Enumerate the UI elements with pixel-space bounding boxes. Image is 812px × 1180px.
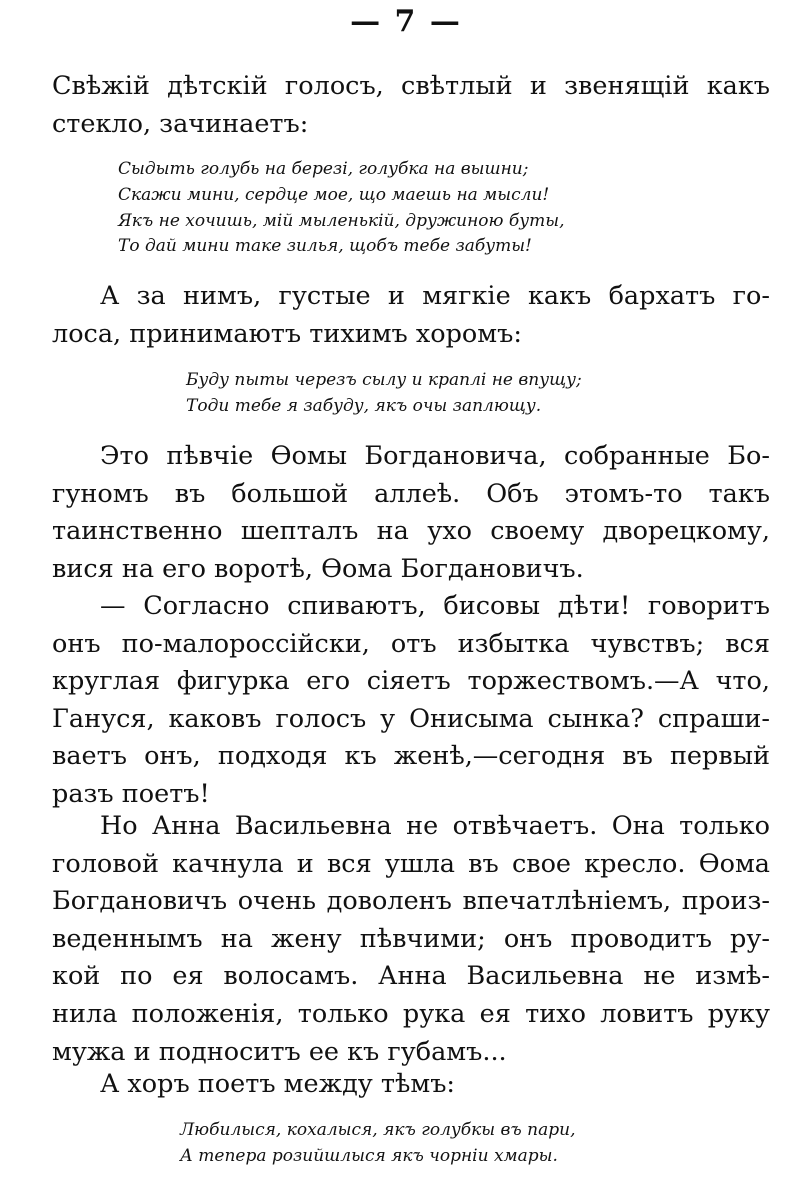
text-line: мужа и подноситъ ее къ губамъ... xyxy=(52,1036,507,1067)
text-line: гуномъ въ большой аллеѣ. Объ этомъ-то такъ xyxy=(52,478,770,509)
text-line: стекло, зачинаетъ: xyxy=(52,108,309,139)
text-line: А хоръ поетъ между тѣмъ: xyxy=(100,1069,456,1099)
text-line: Это пѣвчіе Ѳомы Богдановича, собранные Бо- xyxy=(100,441,770,471)
text-line: головой качнула и вся ушла въ свое кресло. Ѳома xyxy=(52,848,770,879)
text-line: веденнымъ на жену пѣвчими; онъ проводитъ ру- xyxy=(52,923,770,954)
paragraph-4 xyxy=(52,588,770,814)
paragraph-6 xyxy=(52,1066,770,1104)
text-line: лоса, принимаютъ тихимъ хоромъ: xyxy=(52,318,522,349)
verse-line: Буду пыты черезъ сылу и краплi не впущу; xyxy=(186,370,582,390)
verse-line: Якъ не хочишь, мiй мыленькiй, дружиною буты, xyxy=(118,210,565,231)
verse-line: Тоди тебе я забуду, якъ очы заплющу. xyxy=(186,395,542,416)
page-number: — 7 — xyxy=(350,4,462,39)
text-line: разъ поетъ! xyxy=(52,778,210,809)
verse-line: Скажи мини, сердце мое, що маешь на мысли! xyxy=(118,184,550,205)
text-line: Гануся, каковъ голосъ у Онисыма сынка? спраши- xyxy=(52,703,770,734)
paragraph-5 xyxy=(52,808,770,1071)
verse-line: А тепера розийшлыся якъ чорнiи хмары. xyxy=(180,1145,558,1166)
text-line: вися на его воротѣ, Ѳома Богдановичъ. xyxy=(52,553,584,584)
text-line: А за нимъ, густые и мягкіе какъ бархатъ го- xyxy=(100,281,770,311)
text-line: Но Анна Васильевна не отвѣчаетъ. Она только xyxy=(100,811,770,841)
paragraph-2 xyxy=(52,278,770,353)
text-line: ваетъ онъ, подходя къ женѣ,—сегодня въ первый xyxy=(52,741,770,772)
text-line: Богдановичъ очень доволенъ впечатлѣніемъ, произ- xyxy=(52,886,770,917)
verse-line: То дай мини таке зилья, щобъ тебе забуты! xyxy=(118,236,532,257)
text-line: — Согласно спиваютъ, бисовы дѣти! говоритъ xyxy=(100,591,770,621)
text-line: круглая фигурка его сіяетъ торжествомъ.—А что, xyxy=(52,666,770,697)
text-line: онъ по-малороссійски, отъ избытка чувствъ; вся xyxy=(52,628,770,659)
text-line: кой по ея волосамъ. Анна Васильевна не измѣ- xyxy=(52,961,770,992)
verse-1 xyxy=(118,157,565,260)
verse-3 xyxy=(180,1118,575,1170)
verse-2 xyxy=(186,368,582,420)
verse-line: Любилыся, кохалыся, якъ голубкы въ пари, xyxy=(180,1120,576,1140)
verse-line: Сыдыть голубь на березi, голубка на вышни; xyxy=(118,159,529,179)
text-line: таинственно шепталъ на ухо своему дворецкому, xyxy=(52,516,770,547)
paragraph-3 xyxy=(52,438,770,588)
text-line: Свѣжій дѣтскій голосъ, свѣтлый и звенящій какъ xyxy=(52,71,770,101)
paragraph-1 xyxy=(52,68,770,143)
text-line: нила положенія, только рука ея тихо ловитъ руку xyxy=(52,998,770,1029)
